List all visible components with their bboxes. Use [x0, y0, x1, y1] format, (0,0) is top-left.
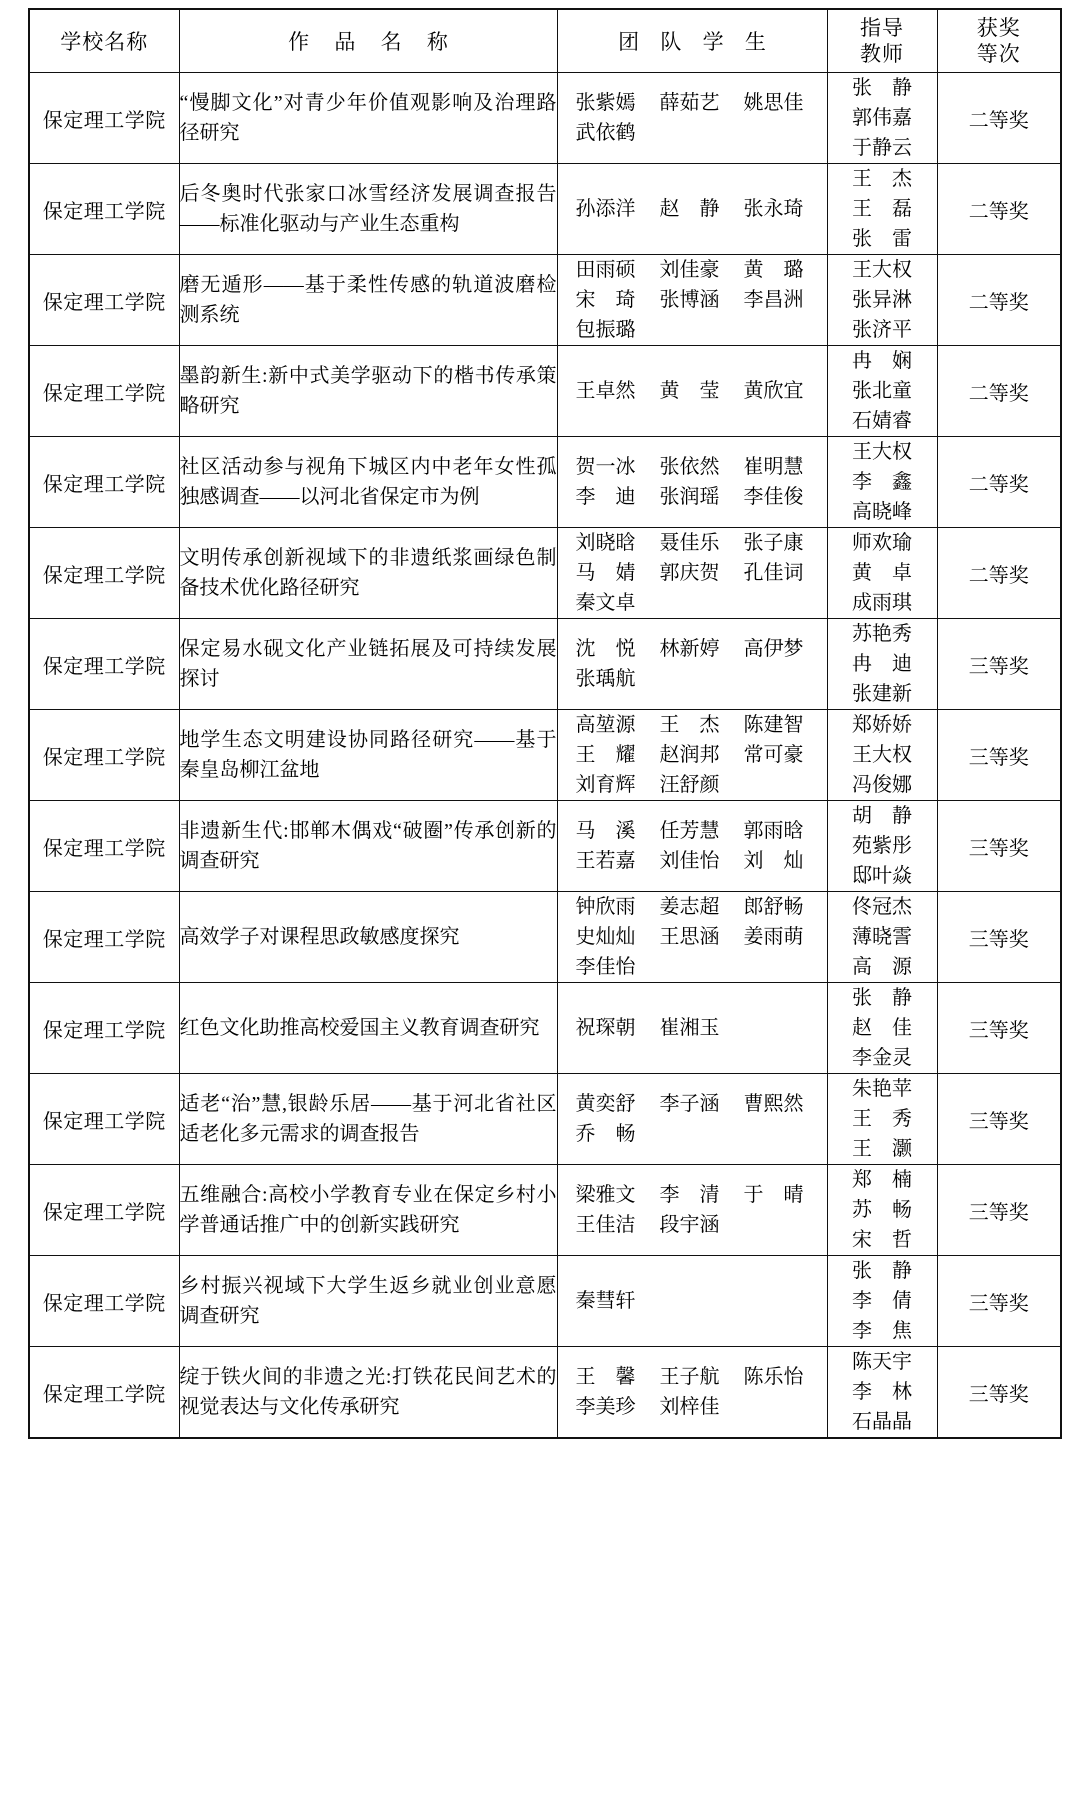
- cell-advisor-teachers: [827, 1256, 937, 1347]
- cell-award-level: 三等奖: [937, 983, 1061, 1074]
- cell-advisor-teachers: [827, 73, 937, 164]
- cell-team-students: [557, 255, 827, 346]
- cell-award-level: 三等奖: [937, 1165, 1061, 1256]
- cell-work-title: 红色文化助推高校爱国主义教育调查研究: [179, 983, 557, 1074]
- student-name: 姜志超: [659, 896, 720, 918]
- teacher-name: 邸叶焱: [852, 865, 912, 887]
- team-student-line: [558, 846, 827, 876]
- cell-award-level: 三等奖: [937, 710, 1061, 801]
- cell-work-title: 地学生态文明建设协同路径研究——基于秦皇岛柳江盆地: [179, 710, 557, 801]
- cell-award-level: 三等奖: [937, 1347, 1061, 1439]
- student-name: 黄奕舒: [575, 1093, 636, 1115]
- header-school: 学校名称: [29, 9, 179, 73]
- cell-award-level: 二等奖: [937, 164, 1061, 255]
- student-name: 钟欣雨: [575, 896, 636, 918]
- cell-work-title: 磨无遁形——基于柔性传感的轨道波磨检测系统: [179, 255, 557, 346]
- cell-school: 保定理工学院: [29, 528, 179, 619]
- student-name: 张依然: [659, 456, 720, 478]
- student-name: 王 杰: [659, 714, 720, 736]
- student-name: 黄 莹: [659, 380, 720, 402]
- team-student-line: [558, 710, 827, 740]
- cell-school: 保定理工学院: [29, 73, 179, 164]
- cell-work-title: 社区活动参与视角下城区内中老年女性孤独感调查——以河北省保定市为例: [179, 437, 557, 528]
- teacher-name: 王 杰: [852, 168, 912, 190]
- student-name: 汪舒颜: [659, 774, 720, 796]
- teacher-name: 张济平: [852, 319, 912, 341]
- cell-team-students: [557, 346, 827, 437]
- student-name: 王子航: [659, 1366, 720, 1388]
- student-name: [732, 315, 816, 345]
- cell-award-level: 三等奖: [937, 619, 1061, 710]
- cell-advisor-teachers: [827, 255, 937, 346]
- teacher-name: 冉 娴: [852, 350, 912, 372]
- table-row: [29, 346, 1061, 437]
- student-name: 史灿灿: [575, 926, 636, 948]
- team-student-line: [558, 1180, 827, 1210]
- table-row: [29, 1165, 1061, 1256]
- teacher-name: 张异淋: [852, 289, 912, 311]
- cell-team-students: [557, 710, 827, 801]
- team-student-line: [558, 1210, 827, 1240]
- student-name: 刘梓佳: [659, 1396, 720, 1418]
- team-student-line: [558, 118, 827, 148]
- cell-school: 保定理工学院: [29, 892, 179, 983]
- student-name: 于 晴: [743, 1184, 804, 1206]
- table-row: [29, 1256, 1061, 1347]
- student-name: [732, 952, 816, 982]
- teacher-name: 高晓峰: [852, 501, 912, 523]
- student-name: 刘晓晗: [575, 532, 636, 554]
- student-name: [648, 588, 732, 618]
- student-name: [648, 1119, 732, 1149]
- teacher-name: 张建新: [852, 683, 912, 705]
- header-teacher-line2: 教师: [860, 42, 904, 66]
- cell-work-title: 非遗新生代:邯郸木偶戏“破圈”传承创新的调查研究: [179, 801, 557, 892]
- student-name: [648, 664, 732, 694]
- student-name: 曹熙然: [743, 1093, 804, 1115]
- student-name: 高伊梦: [743, 638, 804, 660]
- header-row: [29, 9, 1061, 73]
- cell-work-title: 文明传承创新视域下的非遗纸浆画绿色制备技术优化路径研究: [179, 528, 557, 619]
- cell-team-students: [557, 1347, 827, 1439]
- team-student-line: [558, 892, 827, 922]
- team-student-line: [558, 194, 827, 224]
- cell-advisor-teachers: [827, 983, 937, 1074]
- teacher-name: 佟冠杰: [852, 896, 912, 918]
- teacher-name: 师欢瑜: [852, 532, 912, 554]
- student-name: 黄欣宜: [743, 380, 804, 402]
- teacher-name: 张 静: [852, 1260, 912, 1282]
- table-row: [29, 437, 1061, 528]
- student-name: 赵 静: [659, 198, 720, 220]
- student-name: 赵润邦: [659, 744, 720, 766]
- student-name: 王若嘉: [575, 850, 636, 872]
- student-name: 薛茹艺: [659, 92, 720, 114]
- teacher-name: 王大权: [852, 441, 912, 463]
- cell-work-title: 高效学子对课程思政敏感度探究: [179, 892, 557, 983]
- cell-school: 保定理工学院: [29, 437, 179, 528]
- student-name: 李佳怡: [575, 956, 636, 978]
- cell-school: 保定理工学院: [29, 710, 179, 801]
- cell-school: 保定理工学院: [29, 255, 179, 346]
- teacher-name: 李金灵: [852, 1047, 912, 1069]
- student-name: 刘佳怡: [659, 850, 720, 872]
- student-name: 刘佳豪: [659, 259, 720, 281]
- cell-work-title: 绽于铁火间的非遗之光:打铁花民间艺术的视觉表达与文化传承研究: [179, 1347, 557, 1439]
- cell-advisor-teachers: [827, 346, 937, 437]
- cell-advisor-teachers: [827, 528, 937, 619]
- teacher-name: 石婧睿: [852, 410, 912, 432]
- student-name: [648, 315, 732, 345]
- cell-school: 保定理工学院: [29, 619, 179, 710]
- teacher-name: 薄晓霅: [852, 926, 912, 948]
- cell-award-level: 三等奖: [937, 801, 1061, 892]
- cell-school: 保定理工学院: [29, 346, 179, 437]
- teacher-name: 郑 楠: [852, 1169, 912, 1191]
- cell-work-title: 适老“治”慧,银龄乐居——基于河北省社区适老化多元需求的调查报告: [179, 1074, 557, 1165]
- header-teacher-line1: 指导: [860, 15, 904, 40]
- cell-school: 保定理工学院: [29, 801, 179, 892]
- student-name: [648, 118, 732, 148]
- teacher-name: 李 林: [852, 1381, 912, 1403]
- cell-team-students: [557, 983, 827, 1074]
- teacher-name: 陈天宇: [852, 1351, 912, 1373]
- teacher-name: 李 鑫: [852, 471, 912, 493]
- cell-award-level: 三等奖: [937, 892, 1061, 983]
- team-student-line: [558, 528, 827, 558]
- student-name: 张子康: [743, 532, 804, 554]
- table-row: [29, 528, 1061, 619]
- teacher-name: 苏 畅: [852, 1199, 912, 1221]
- teacher-name: 王 秀: [852, 1108, 912, 1130]
- header-teacher: [827, 9, 937, 73]
- team-student-line: [558, 558, 827, 588]
- student-name: 姜雨萌: [743, 926, 804, 948]
- student-name: 刘育辉: [575, 774, 636, 796]
- teacher-name: 郭伟嘉: [852, 107, 912, 129]
- student-name: 聂佳乐: [659, 532, 720, 554]
- student-name: 包振璐: [575, 319, 636, 341]
- cell-work-title: 乡村振兴视域下大学生返乡就业创业意愿调查研究: [179, 1256, 557, 1347]
- cell-team-students: [557, 1165, 827, 1256]
- student-name: [732, 588, 816, 618]
- table-row: [29, 801, 1061, 892]
- student-name: 张紫嫣: [575, 92, 636, 114]
- teacher-name: 郑娇娇: [852, 714, 912, 736]
- cell-school: 保定理工学院: [29, 1347, 179, 1439]
- cell-award-level: 三等奖: [937, 1256, 1061, 1347]
- student-name: 张博涵: [659, 289, 720, 311]
- student-name: 沈 悦: [575, 638, 636, 660]
- teacher-name: 张 静: [852, 987, 912, 1009]
- teacher-name: 宋 哲: [852, 1229, 912, 1251]
- student-name: 郭雨晗: [743, 820, 804, 842]
- student-name: 祝琛朝: [575, 1017, 636, 1039]
- student-name: 常可豪: [743, 744, 804, 766]
- student-name: 崔明慧: [743, 456, 804, 478]
- cell-award-level: 二等奖: [937, 346, 1061, 437]
- student-name: [732, 1013, 816, 1043]
- student-name: 李 清: [659, 1184, 720, 1206]
- student-name: 王 耀: [575, 744, 636, 766]
- student-name: 林新婷: [659, 638, 720, 660]
- student-name: 李子涵: [659, 1093, 720, 1115]
- cell-award-level: 二等奖: [937, 73, 1061, 164]
- teacher-name: 王 磊: [852, 198, 912, 220]
- cell-school: 保定理工学院: [29, 1074, 179, 1165]
- header-work: 作 品 名 称: [179, 9, 557, 73]
- teacher-name: 赵 佳: [852, 1017, 912, 1039]
- team-student-line: [558, 1286, 827, 1316]
- cell-team-students: [557, 437, 827, 528]
- student-name: 李昌洲: [743, 289, 804, 311]
- student-name: 李 迪: [575, 486, 636, 508]
- student-name: 马 婧: [575, 562, 636, 584]
- cell-award-level: 二等奖: [937, 437, 1061, 528]
- team-student-line: [558, 255, 827, 285]
- student-name: 宋 琦: [575, 289, 636, 311]
- team-student-line: [558, 482, 827, 512]
- teacher-name: 冯俊娜: [852, 774, 912, 796]
- cell-team-students: [557, 619, 827, 710]
- cell-school: 保定理工学院: [29, 1165, 179, 1256]
- teacher-name: 王 灏: [852, 1138, 912, 1160]
- cell-advisor-teachers: [827, 1165, 937, 1256]
- student-name: 刘 灿: [743, 850, 804, 872]
- student-name: 贺一冰: [575, 456, 636, 478]
- cell-advisor-teachers: [827, 1347, 937, 1439]
- student-name: 张润瑶: [659, 486, 720, 508]
- table-header: [29, 9, 1061, 73]
- table-row: [29, 1074, 1061, 1165]
- team-student-line: [558, 1392, 827, 1422]
- student-name: 孔佳词: [743, 562, 804, 584]
- student-name: 黄 璐: [743, 259, 804, 281]
- student-name: 梁雅文: [575, 1184, 636, 1206]
- cell-advisor-teachers: [827, 164, 937, 255]
- team-student-line: [558, 740, 827, 770]
- cell-award-level: 三等奖: [937, 1074, 1061, 1165]
- team-student-line: [558, 922, 827, 952]
- teacher-name: 王大权: [852, 744, 912, 766]
- team-student-line: [558, 1013, 827, 1043]
- student-name: 乔 畅: [575, 1123, 636, 1145]
- student-name: 张永琦: [743, 198, 804, 220]
- teacher-name: 李 焦: [852, 1320, 912, 1342]
- teacher-name: 高 源: [852, 956, 912, 978]
- table-row: [29, 73, 1061, 164]
- student-name: [732, 1210, 816, 1240]
- teacher-name: 冉 迪: [852, 653, 912, 675]
- table-row: [29, 1347, 1061, 1439]
- teacher-name: 苏艳秀: [852, 623, 912, 645]
- student-name: 秦彗轩: [575, 1290, 636, 1312]
- student-name: 郭庆贺: [659, 562, 720, 584]
- cell-advisor-teachers: [827, 801, 937, 892]
- team-student-line: [558, 770, 827, 800]
- student-name: [732, 770, 816, 800]
- cell-award-level: 二等奖: [937, 255, 1061, 346]
- cell-team-students: [557, 1256, 827, 1347]
- table-body: [29, 73, 1061, 1439]
- table-row: [29, 892, 1061, 983]
- table-row: [29, 710, 1061, 801]
- student-name: [732, 1392, 816, 1422]
- student-name: 田雨硕: [575, 259, 636, 281]
- teacher-name: 胡 静: [852, 805, 912, 827]
- teacher-name: 石晶晶: [852, 1411, 912, 1433]
- team-student-line: [558, 376, 827, 406]
- team-student-line: [558, 88, 827, 118]
- teacher-name: 成雨琪: [852, 592, 912, 614]
- teacher-name: 黄 卓: [852, 562, 912, 584]
- student-name: 王思涵: [659, 926, 720, 948]
- cell-award-level: 二等奖: [937, 528, 1061, 619]
- teacher-name: 李 倩: [852, 1290, 912, 1312]
- cell-work-title: 后冬奥时代张家口冰雪经济发展调查报告——标准化驱动与产业生态重构: [179, 164, 557, 255]
- student-name: [648, 952, 732, 982]
- student-name: 陈乐怡: [743, 1366, 804, 1388]
- team-student-line: [558, 634, 827, 664]
- cell-school: 保定理工学院: [29, 164, 179, 255]
- student-name: 崔湘玉: [659, 1017, 720, 1039]
- cell-team-students: [557, 73, 827, 164]
- header-level-line1: 获奖: [976, 15, 1021, 40]
- cell-work-title: 五维融合:高校小学教育专业在保定乡村小学普通话推广中的创新实践研究: [179, 1165, 557, 1256]
- student-name: 陈建智: [743, 714, 804, 736]
- cell-team-students: [557, 528, 827, 619]
- team-student-line: [558, 588, 827, 618]
- cell-team-students: [557, 1074, 827, 1165]
- student-name: 秦文卓: [575, 592, 636, 614]
- student-name: [732, 1286, 816, 1316]
- team-student-line: [558, 1362, 827, 1392]
- cell-advisor-teachers: [827, 1074, 937, 1165]
- award-table: [28, 8, 1062, 1439]
- teacher-name: 苑紫彤: [852, 835, 912, 857]
- team-student-line: [558, 285, 827, 315]
- team-student-line: [558, 1119, 827, 1149]
- teacher-name: 张 静: [852, 77, 912, 99]
- cell-advisor-teachers: [827, 710, 937, 801]
- header-level: [937, 9, 1061, 73]
- cell-advisor-teachers: [827, 619, 937, 710]
- table-row: [29, 255, 1061, 346]
- student-name: 姚思佳: [743, 92, 804, 114]
- cell-school: 保定理工学院: [29, 983, 179, 1074]
- student-name: 孙添洋: [575, 198, 636, 220]
- student-name: 王佳洁: [575, 1214, 636, 1236]
- student-name: 李佳俊: [743, 486, 804, 508]
- student-name: 张瑀航: [575, 668, 636, 690]
- teacher-name: 朱艳苹: [852, 1078, 912, 1100]
- student-name: 段宇涵: [659, 1214, 720, 1236]
- student-name: [732, 1119, 816, 1149]
- team-student-line: [558, 664, 827, 694]
- student-name: [648, 1286, 732, 1316]
- cell-team-students: [557, 164, 827, 255]
- header-team: 团 队 学 生: [557, 9, 827, 73]
- table-row: [29, 619, 1061, 710]
- cell-work-title: 墨韵新生:新中式美学驱动下的楷书传承策略研究: [179, 346, 557, 437]
- team-student-line: [558, 952, 827, 982]
- student-name: 王 馨: [575, 1366, 636, 1388]
- teacher-name: 王大权: [852, 259, 912, 281]
- cell-advisor-teachers: [827, 892, 937, 983]
- student-name: 郎舒畅: [743, 896, 804, 918]
- teacher-name: 张北童: [852, 380, 912, 402]
- cell-work-title: 保定易水砚文化产业链拓展及可持续发展探讨: [179, 619, 557, 710]
- cell-team-students: [557, 892, 827, 983]
- student-name: [732, 118, 816, 148]
- student-name: [732, 664, 816, 694]
- student-name: 武依鹤: [575, 122, 636, 144]
- teacher-name: 张 雷: [852, 228, 912, 250]
- team-student-line: [558, 816, 827, 846]
- cell-team-students: [557, 801, 827, 892]
- team-student-line: [558, 452, 827, 482]
- cell-work-title: “慢脚文化”对青少年价值观影响及治理路径研究: [179, 73, 557, 164]
- team-student-line: [558, 1089, 827, 1119]
- header-level-line2: 等次: [976, 42, 1021, 66]
- cell-advisor-teachers: [827, 437, 937, 528]
- table-row: [29, 983, 1061, 1074]
- student-name: 高堃源: [575, 714, 636, 736]
- team-student-line: [558, 315, 827, 345]
- student-name: 王卓然: [575, 380, 636, 402]
- teacher-name: 于静云: [852, 137, 912, 159]
- table-row: [29, 164, 1061, 255]
- cell-school: 保定理工学院: [29, 1256, 179, 1347]
- student-name: 任芳慧: [659, 820, 720, 842]
- student-name: 马 溪: [575, 820, 636, 842]
- student-name: 李美珍: [575, 1396, 636, 1418]
